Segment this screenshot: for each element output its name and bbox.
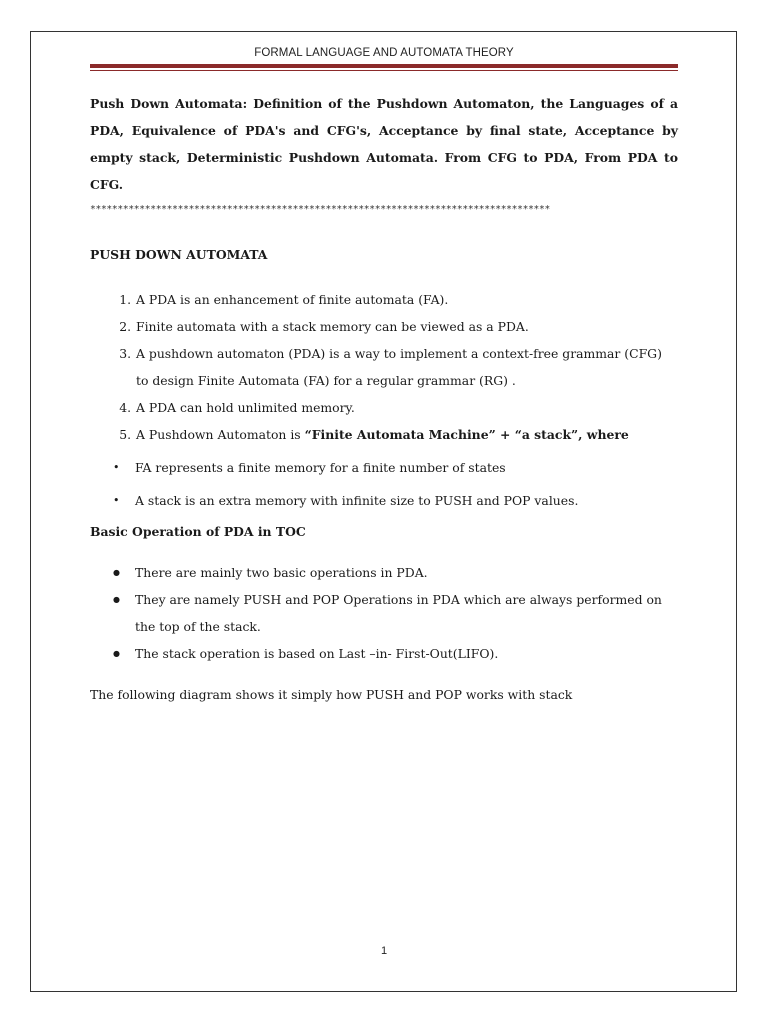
list-item: • FA represents a finite memory for a finite number of states (135, 458, 678, 478)
header-rule-thin (90, 70, 678, 71)
intro-paragraph: Push Down Automata: Definition of the Pushdown Automaton, the Languages of a PDA, Equivalence of PDA's and CFG's, Acceptance by final state, Acceptance by empty stack, Deterministic Pushdown Automata. From CFG to PDA, From PDA to CFG. (90, 96, 678, 192)
document-body (90, 90, 678, 714)
list-item-text: A Pushdown Automaton is (136, 427, 305, 442)
list-item: 1. A PDA is an enhancement of finite automata (FA). (135, 286, 678, 313)
section-heading-pda: PUSH DOWN AUTOMATA (90, 247, 268, 262)
list-item: • A stack is an extra memory with infinite size to PUSH and POP values. (135, 491, 678, 511)
header-rule-thick (90, 64, 678, 68)
list-item: ● They are namely PUSH and POP Operations in PDA which are always performed on the top of the stack. (135, 586, 678, 640)
list-item: ● There are mainly two basic operations in PDA. (135, 559, 678, 586)
list-item: 2. Finite automata with a stack memory can be viewed as a PDA. (135, 313, 678, 340)
list-item: 3. A pushdown automaton (PDA) is a way to implement a context-free grammar (CFG) to design Finite Automata (FA) for a regular grammar (RG) . (135, 340, 678, 394)
pda-sub-bullet-list (90, 458, 678, 511)
operations-bullet-list (90, 559, 678, 667)
list-item (135, 421, 678, 448)
closing-paragraph: The following diagram shows it simply how PUSH and POP works with stack (90, 687, 573, 702)
page-number: 1 (380, 945, 388, 957)
page-header: FORMAL LANGUAGE AND AUTOMATA THEORY (254, 47, 514, 59)
pda-numbered-list (90, 286, 678, 448)
separator-line: ************************************************************************************ (90, 204, 550, 215)
section-heading-basic-operation: Basic Operation of PDA in TOC (90, 524, 306, 539)
list-item-bold-text: “Finite Automata Machine” + “a stack”, where (304, 427, 629, 442)
list-item: ● The stack operation is based on Last –in- First-Out(LIFO). (135, 640, 678, 667)
list-item: 4. A PDA can hold unlimited memory. (135, 394, 678, 421)
